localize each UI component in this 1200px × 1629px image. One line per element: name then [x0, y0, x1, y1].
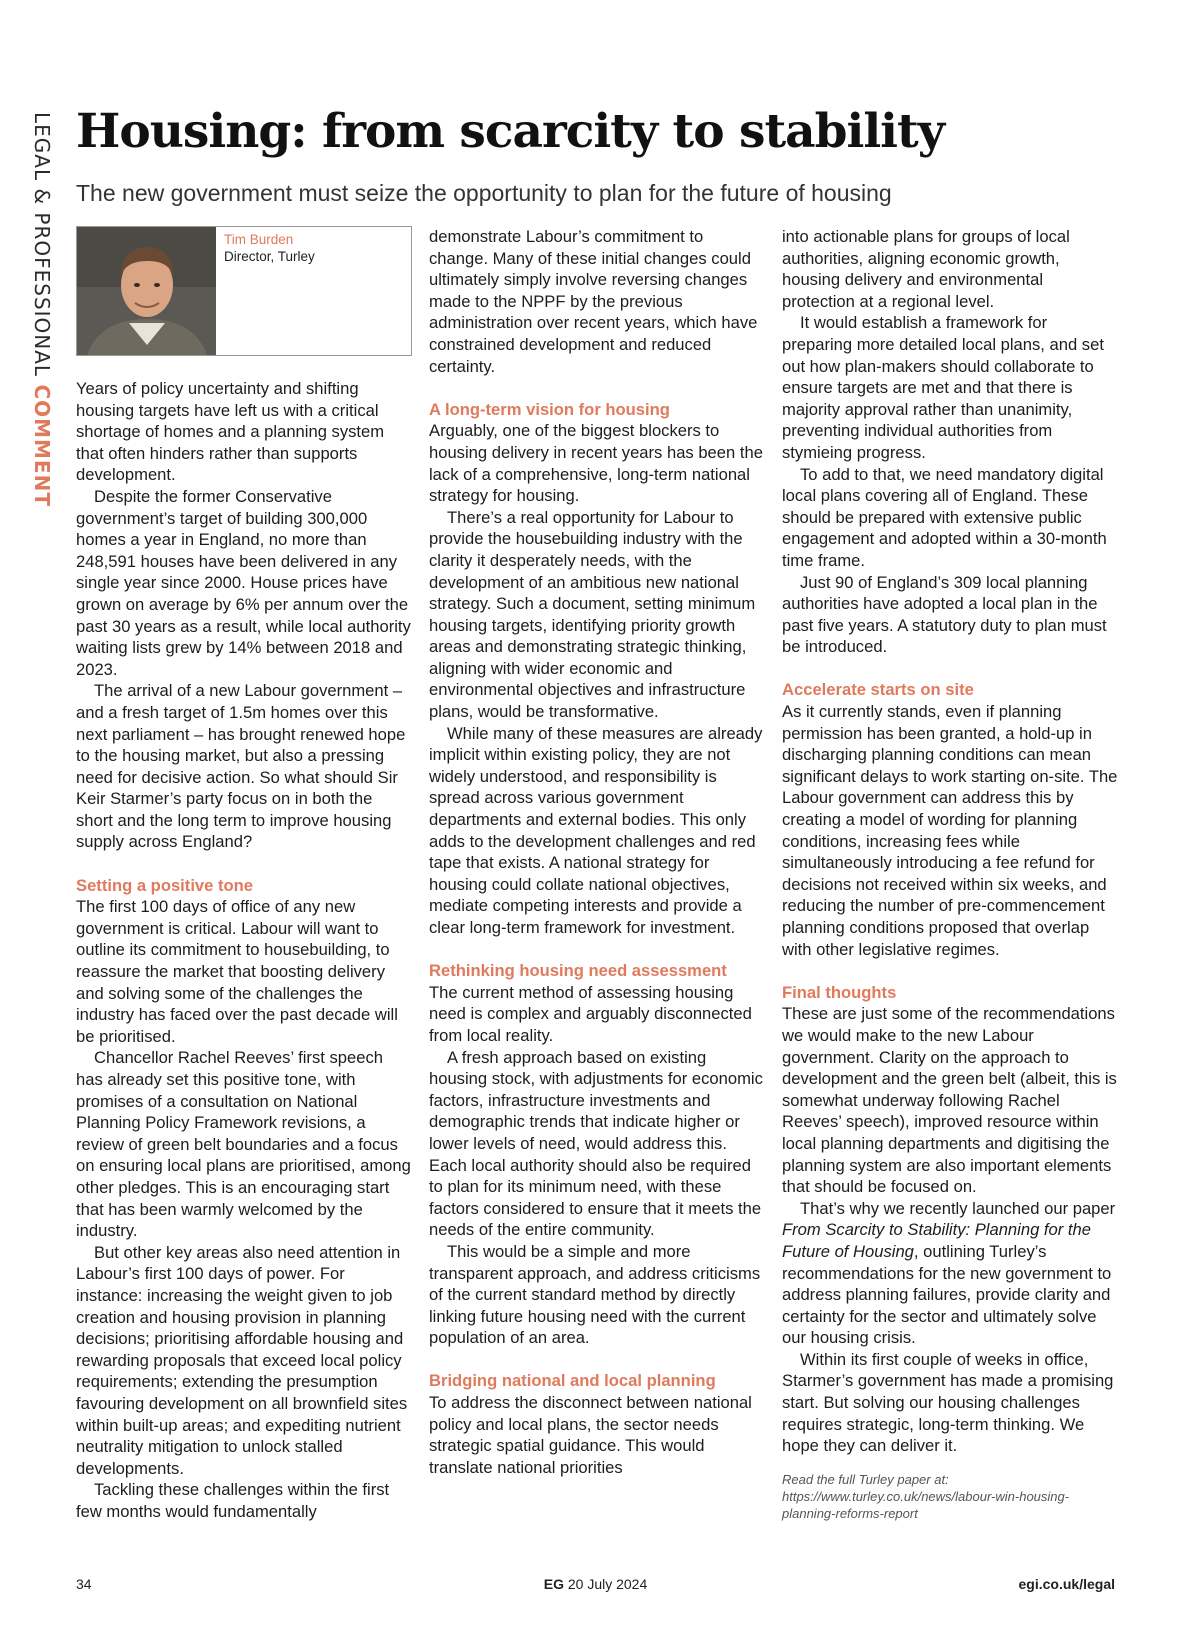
issue-date: 20 July 2024: [567, 1576, 648, 1592]
section-label: [30, 112, 54, 507]
paper-title: From Scarcity to Stability: Planning for the Future of Housing: [782, 1220, 1091, 1261]
headline: Housing: from scarcity to stability: [76, 104, 945, 159]
author-meta: [216, 227, 323, 355]
paragraph-text: That’s why we recently launched our paper: [800, 1198, 1116, 1218]
paragraph: To add to that, we need mandatory digital local plans covering all of England. These should be prepared with extensive public engagement and adopted within a 30-month time frame.: [782, 464, 1107, 570]
paragraph: Tackling these challenges within the first few months would fundamentally: [76, 1480, 390, 1521]
paragraph: A fresh approach based on existing housing stock, with adjustments for economic factors, infrastructure investments and demographic trends that indicate higher or lower levels of need, would address this. Each local authority should also be required to plan for its minimum need, with these factors considered to ensure that it meets the needs of the entire community.: [429, 1047, 763, 1240]
paragraph: The first 100 days of office of any new government is critical. Labour will want to outline its commitment to housebuilding, to reassure the market that boosting delivery and solving some of the challenges the industry has faced over the past decade will be prioritised.: [76, 897, 398, 1046]
paragraph: As it currently stands, even if planning permission has been granted, a hold-up in discharging planning conditions can mean significant delays to work starting on-site. The Labour government can address this by creating a model of wording for planning conditions, increasing fees while simultaneously introducing a fee refund for decisions not received within six weeks, and reducing the number of pre-commencement planning conditions proposed that overlap with other legislative regimes.: [782, 702, 1118, 959]
author-role: Director, Turley: [224, 249, 315, 264]
paragraph: While many of these measures are already implicit within existing policy, they are not widely understood, and responsibility is spread across various government departments and external bodies. This only adds to the development challenges and red tape that exists. A national strategy for housing could collate national objectives, mediate competing interests and provide a clear long-term framework for investment.: [429, 723, 763, 937]
author-portrait-illustration: [77, 227, 216, 355]
subheading: Final thoughts: [782, 982, 897, 1002]
standfirst: The new government must seize the opportunity to plan for the future of housing: [76, 180, 892, 206]
subheading: A long-term vision for housing: [429, 399, 670, 419]
section-label-accent: COMMENT: [30, 384, 54, 507]
page-number: 34: [76, 1576, 92, 1592]
issue-info: [544, 1576, 648, 1592]
subheading: Bridging national and local planning: [429, 1371, 716, 1391]
subheading: Accelerate starts on site: [782, 680, 974, 700]
paragraph: There’s a real opportunity for Labour to provide the housebuilding industry with the clarity it desperately needs, with the development of an ambitious new national strategy. Such a document, setting minimum housing targets, identifying priority growth areas and demonstrating strategic thinking, aligning with wider economic and environmental objectives and infrastructure plans, would be transformative.: [429, 507, 756, 722]
paragraph: But other key areas also need attention in Labour’s first 100 days of power. For instance: increasing the weight given to job creation and housing provision in planning decisions; prioritising affordable housing and rewarding proposals that exceed local policy requirements; extending the presumption favouring development on all brownfield sites within built-up areas; and expediting nutrient neutrality mitigation to unlock stalled developments.: [76, 1242, 408, 1478]
paragraph: Chancellor Rachel Reeves’ first speech has already set this positive tone, with promises of a consultation on National Planning Policy Framework revisions, a review of green belt boundaries and a focus on ensuring local plans are prioritised, among other pledges. This is an encouraging start that has been warmly welcomed by the industry.: [76, 1048, 411, 1241]
paragraph: demonstrate Labour’s commitment to change. Many of these initial changes could ultimately simply involve reversing changes made to the NPPF by the previous administration over recent years, which have constrained development and reduced certainty.: [429, 227, 758, 376]
paragraph: These are just some of the recommendations we would make to the new Labour government. Clarity on the approach to development and the green belt (albeit, this is somewhat underway following Rachel Reeves’ speech), improved resource within local planning departments and digitising the planning system are also important elements that should be focused on.: [782, 1004, 1117, 1197]
column-3: [782, 226, 1118, 1522]
paragraph: Despite the former Conservative government’s target of building 300,000 homes a year in England, no more than 248,591 houses have been delivered in any single year since 2000. House prices have grown on average by 6% per annum over the past 30 years as a result, while local authority waiting lists grew by 14% between 2018 and 2023.: [76, 486, 411, 679]
author-name: Tim Burden: [224, 232, 294, 247]
paragraph: [782, 1198, 1118, 1349]
brand: EG: [543, 1576, 564, 1592]
paragraph: It would establish a framework for preparing more detailed local plans, and set out how plan-makers should collaborate to ensure targets are met and that there is majority approval rather than unanimity, preventing individual authorities from stymieing progress.: [782, 313, 1104, 462]
paragraph: To address the disconnect between national policy and local plans, the sector needs strategic spatial guidance. This would translate national priorities: [429, 1393, 752, 1477]
source-note: Read the full Turley paper at: https://www.turley.co.uk/news/labour-win-housing-planning-reforms-report: [782, 1471, 1070, 1521]
paragraph: Within its first couple of weeks in office, Starmer’s government has made a promising start. But solving our housing challenges requires strategic, long-term thinking. We hope they can deliver it.: [782, 1349, 1114, 1456]
paragraph: Arguably, one of the biggest blockers to housing delivery in recent years has been the lack of a comprehensive, long-term national strategy for housing.: [429, 421, 763, 506]
paragraph: Just 90 of England’s 309 local planning authorities have adopted a local plan in the past five years. A statutory duty to plan must be introduced.: [782, 572, 1107, 657]
author-photo: [77, 227, 216, 355]
paragraph-text: , outlining Turley’s recommendations for the new government to address planning failures, provide clarity and certainty for the sector and ultimately solve our housing crisis.: [782, 1241, 1112, 1348]
author-box: [76, 226, 412, 356]
paragraph: into actionable plans for groups of local authorities, aligning economic growth, housing delivery and environmental protection at a regional level.: [782, 227, 1070, 311]
paragraph: Years of policy uncertainty and shifting housing targets have left us with a critical shortage of homes and a planning system that often hinders rather than supports development.: [76, 379, 385, 485]
column-1: [76, 226, 412, 1522]
site-url: egi.co.uk/legal: [1018, 1576, 1115, 1592]
paragraph: The arrival of a new Labour government – and a fresh target of 1.5m homes over this next parliament – has brought renewed hope to the housing market, but also a pressing need for decisive action. So what should Sir Keir Starmer’s party focus on in both the short and the long term to improve housing supply across England?: [76, 681, 406, 852]
subheading: Rethinking housing need assessment: [429, 961, 727, 981]
paragraph: This would be a simple and more transparent approach, and address criticisms of the current standard method by directly linking future housing need with the current population of an area.: [429, 1241, 761, 1348]
column-2: [429, 226, 765, 1478]
subheading: Setting a positive tone: [76, 875, 254, 895]
section-label-text: LEGAL & PROFESSIONAL: [30, 112, 54, 378]
paragraph: The current method of assessing housing need is complex and arguably disconnected from local reality.: [429, 982, 752, 1045]
